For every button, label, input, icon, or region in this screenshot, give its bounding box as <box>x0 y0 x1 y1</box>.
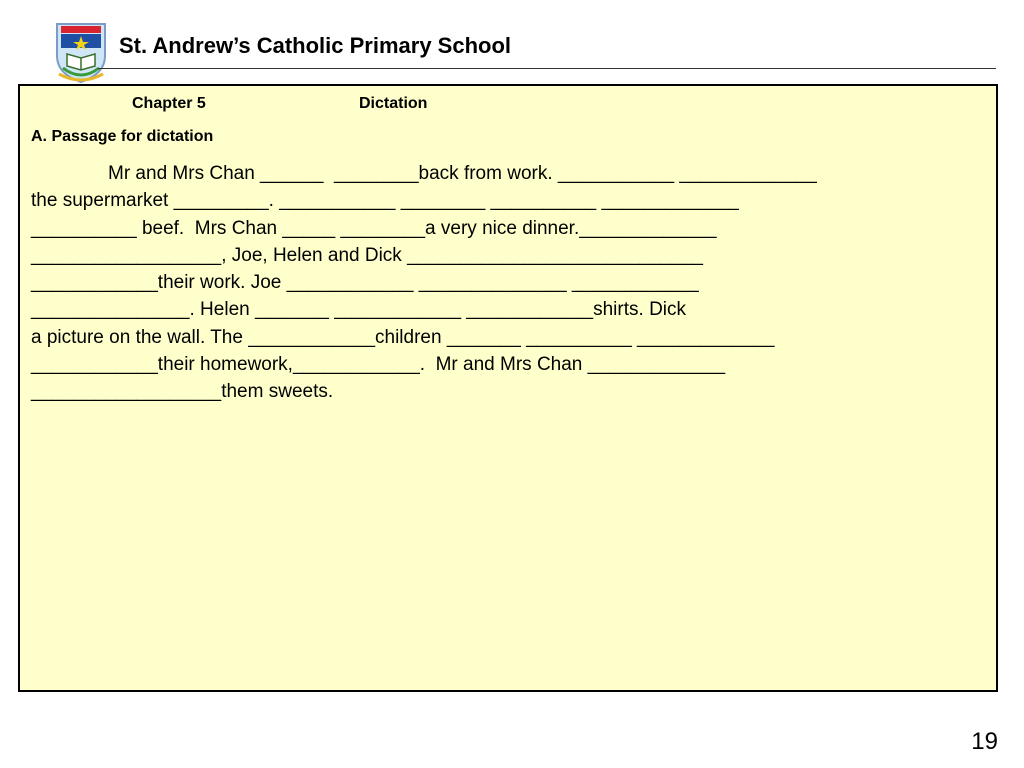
dictation-passage <box>31 160 981 406</box>
passage-line: __________________, Joe, Helen and Dick ____________________________ <box>31 244 703 266</box>
chapter-label: Chapter 5 <box>132 95 206 112</box>
page-number: 19 <box>971 728 998 755</box>
passage-line: __________ beef. Mrs Chan _____ ________a very nice dinner._____________ <box>31 217 717 239</box>
passage-line: ____________their homework,____________. Mr and Mrs Chan _____________ <box>31 354 726 376</box>
passage-line: __________________them sweets. <box>31 381 334 403</box>
passage-line: ____________their work. Joe ____________ ______________ ____________ <box>31 272 699 294</box>
school-crest-icon <box>53 16 109 84</box>
passage-line: a picture on the wall. The ____________children _______ __________ _____________ <box>31 326 775 348</box>
section-heading: A. Passage for dictation <box>31 128 214 145</box>
worksheet-panel <box>18 84 998 692</box>
passage-line: Mr and Mrs Chan ______ ________back from work. ___________ _____________ <box>108 163 817 184</box>
topic-label: Dictation <box>359 95 428 112</box>
passage-line: the supermarket _________. ___________ ________ __________ _____________ <box>31 190 739 212</box>
passage-line: _______________. Helen _______ ____________ ____________shirts. Dick <box>31 299 687 321</box>
school-title: St. Andrew’s Catholic Primary School <box>119 33 512 58</box>
title-divider <box>98 68 996 69</box>
